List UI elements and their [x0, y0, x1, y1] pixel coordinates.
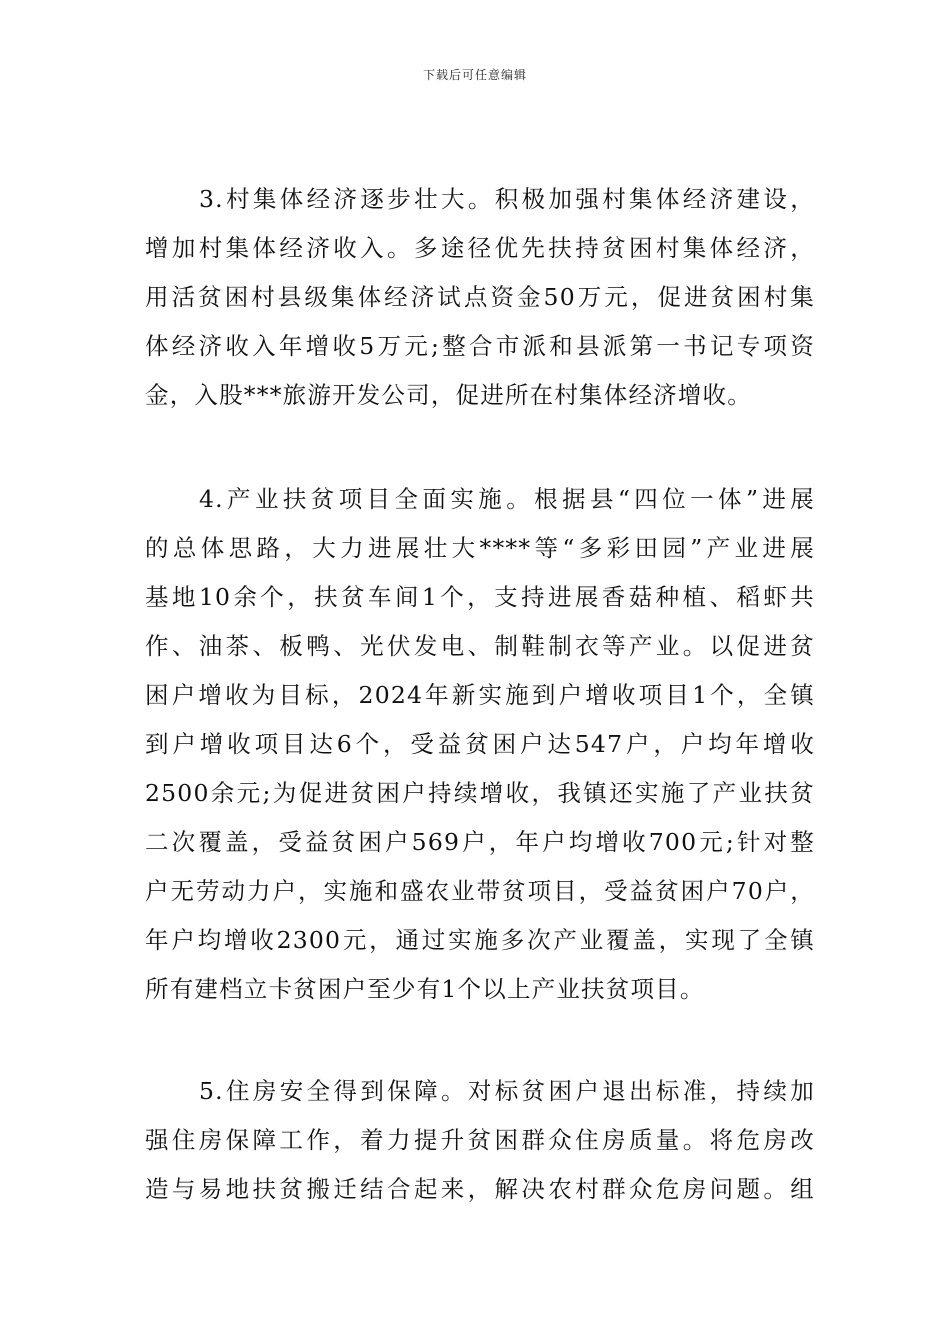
text-line: 到户增收项目达6个，受益贫困户达547户，户均年增收	[145, 730, 815, 758]
text-line: 困户增收为目标，2024年新实施到户增收项目1个，全镇	[145, 681, 815, 709]
text-line: 5.住房安全得到保障。对标贫困户退出标准，持续加	[199, 1077, 815, 1105]
paragraph-industry-poverty-alleviation	[145, 475, 815, 1014]
text-line: 金，入股***旅游开发公司，促进所在村集体经济增收。	[145, 381, 752, 409]
text-line: 二次覆盖，受益贫困户569户，年户均增收700元;针对整	[145, 828, 815, 856]
text-line: 的总体思路，大力进展壮大****等“多彩田园”产业进展	[145, 534, 815, 562]
text-line: 作、油茶、板鸭、光伏发电、制鞋制衣等产业。以促进贫	[145, 632, 815, 660]
text-line: 2500余元;为促进贫困户持续增收，我镇还实施了产业扶贫	[145, 779, 815, 807]
text-line: 体经济收入年增收5万元;整合市派和县派第一书记专项资	[145, 332, 815, 360]
text-line: 强住房保障工作，着力提升贫困群众住房质量。将危房改	[145, 1126, 815, 1154]
text-line: 造与易地扶贫搬迁结合起来，解决农村群众危房问题。组	[145, 1175, 815, 1203]
text-line: 3.村集体经济逐步壮大。积极加强村集体经济建设，	[199, 185, 815, 213]
text-line: 所有建档立卡贫困户至少有1个以上产业扶贫项目。	[145, 975, 705, 1003]
paragraph-village-collective-economy	[145, 175, 815, 420]
text-line: 户无劳动力户，实施和盛农业带贫项目，受益贫困户70户，	[145, 877, 815, 905]
text-line: 增加村集体经济收入。多途径优先扶持贫困村集体经济，	[145, 234, 815, 262]
page-header: 下载后可任意编辑	[422, 68, 527, 82]
text-line: 年户均增收2300元，通过实施多次产业覆盖，实现了全镇	[145, 926, 815, 954]
text-line: 基地10余个，扶贫车间1个，支持进展香菇种植、稻虾共	[145, 583, 815, 611]
text-line: 4.产业扶贫项目全面实施。根据县“四位一体”进展	[199, 485, 815, 513]
paragraph-housing-safety	[145, 1067, 815, 1214]
text-line: 用活贫困村县级集体经济试点资金50万元，促进贫困村集	[145, 283, 815, 311]
